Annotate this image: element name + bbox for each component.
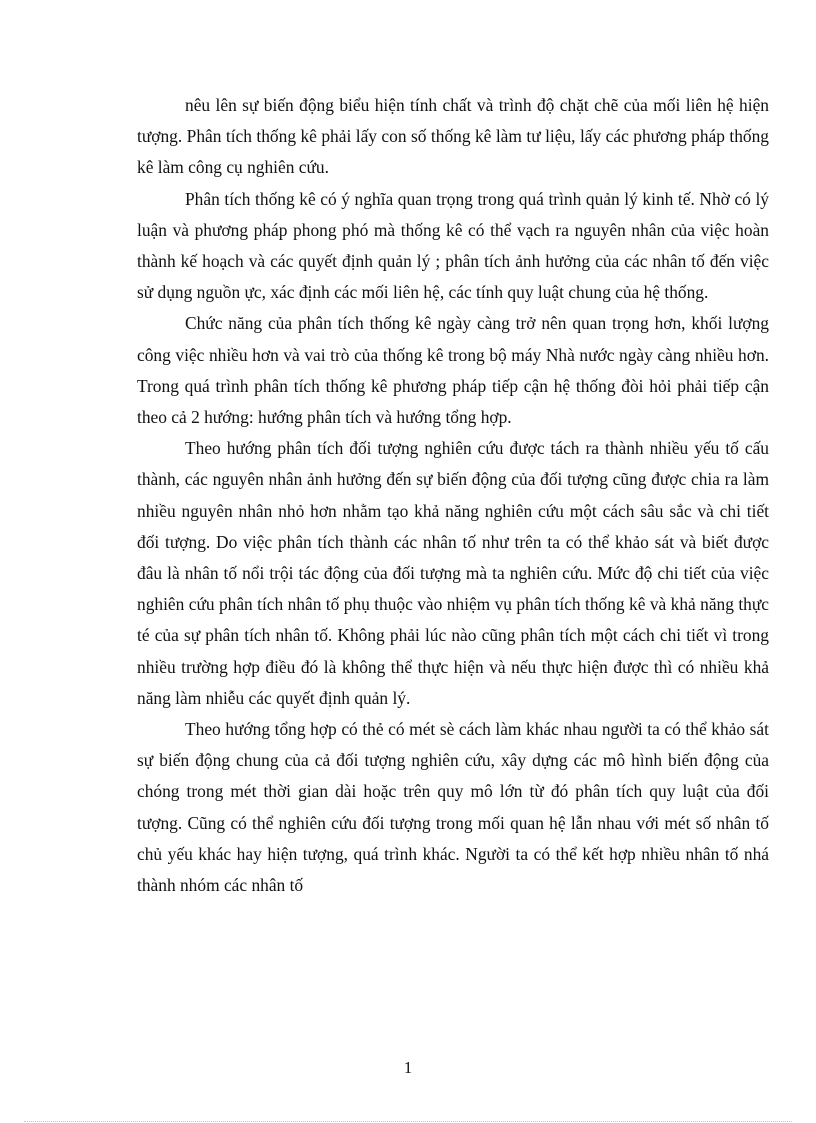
document-body: [137, 90, 769, 901]
paragraph-1: nêu lên sự biến động biểu hiện tính chất và trình độ chặt chẽ của mối liên hệ hiện tượng. Phân tích thống kê phải lấy con số thống kê làm tư liệu, lấy các phương pháp thống kê làm công cụ nghiên cứu.: [137, 95, 769, 178]
paragraph-4: Theo hướng phân tích đối tượng nghiên cứu được tách ra thành nhiều yếu tố cấu thành, các nguyên nhân ảnh hưởng đến sự biến động của đối tượng cũng được chia ra làm nhiều nguyên nhân nhỏ hơn nhằm tạo khả năng nghiên cứu một cách sâu sắc và chi tiết đối tượng. Do việc phân tích thành các nhân tố như trên ta có thể khảo sát và biết được đâu là nhân tố nổi trội tác động của đối tượng mà ta nghiên cứu. Mức độ chi tiết của việc nghiên cứu phân tích nhân tố phụ thuộc vào nhiệm vụ phân tích thống kê và khả năng thực té của sự phân tích nhân tố. Không phải lúc nào cũng phân tích một cách chi tiết vì trong nhiều trường hợp điều đó là không thể thực hiện và nếu thực hiện được thì có nhiều khả năng làm nhiễu các quyết định quản lý.: [137, 438, 769, 708]
paragraph-3: Chức năng của phân tích thống kê ngày càng trở nên quan trọng hơn, khối lượng công việc nhiều hơn và vai trò của thống kê trong bộ máy Nhà nước ngày càng nhiều hơn. Trong quá trình phân tích thống kê phương pháp tiếp cận hệ thống đòi hỏi phải tiếp cận theo cả 2 hướng: hướng phân tích và hướng tổng hợp.: [137, 313, 769, 428]
page-number: 1: [403, 1058, 413, 1077]
page-bottom-divider: [24, 1121, 792, 1122]
paragraph-5: Theo hướng tổng hợp có thẻ có mét sè cách làm khác nhau người ta có thể khảo sát sự biến động chung của cả đối tượng nghiên cứu, xây dựng các mô hình biến động của chóng trong mét thời gian dài hoặc trên quy mô lớn từ đó phân tích quy luật của đối tượng. Cũng có thể nghiên cứu đối tượng trong mối quan hệ lẫn nhau với mét số nhân tố chủ yếu khác hay hiện tượng, quá trình khác. Người ta có thể kết hợp nhiều nhân tố nhá thành nhóm các nhân tố: [137, 719, 769, 896]
paragraph-2: Phân tích thống kê có ý nghĩa quan trọng trong quá trình quản lý kinh tế. Nhờ có lý luận và phương pháp phong phó mà thống kê có thể vạch ra nguyên nhân của việc hoàn thành kế hoạch và các quyết định quản lý ; phân tích ảnh hưởng của các nhân tố đến việc sử dụng nguồn ực, xác định các mối liên hệ, các tính quy luật chung của hệ thống.: [137, 188, 769, 303]
